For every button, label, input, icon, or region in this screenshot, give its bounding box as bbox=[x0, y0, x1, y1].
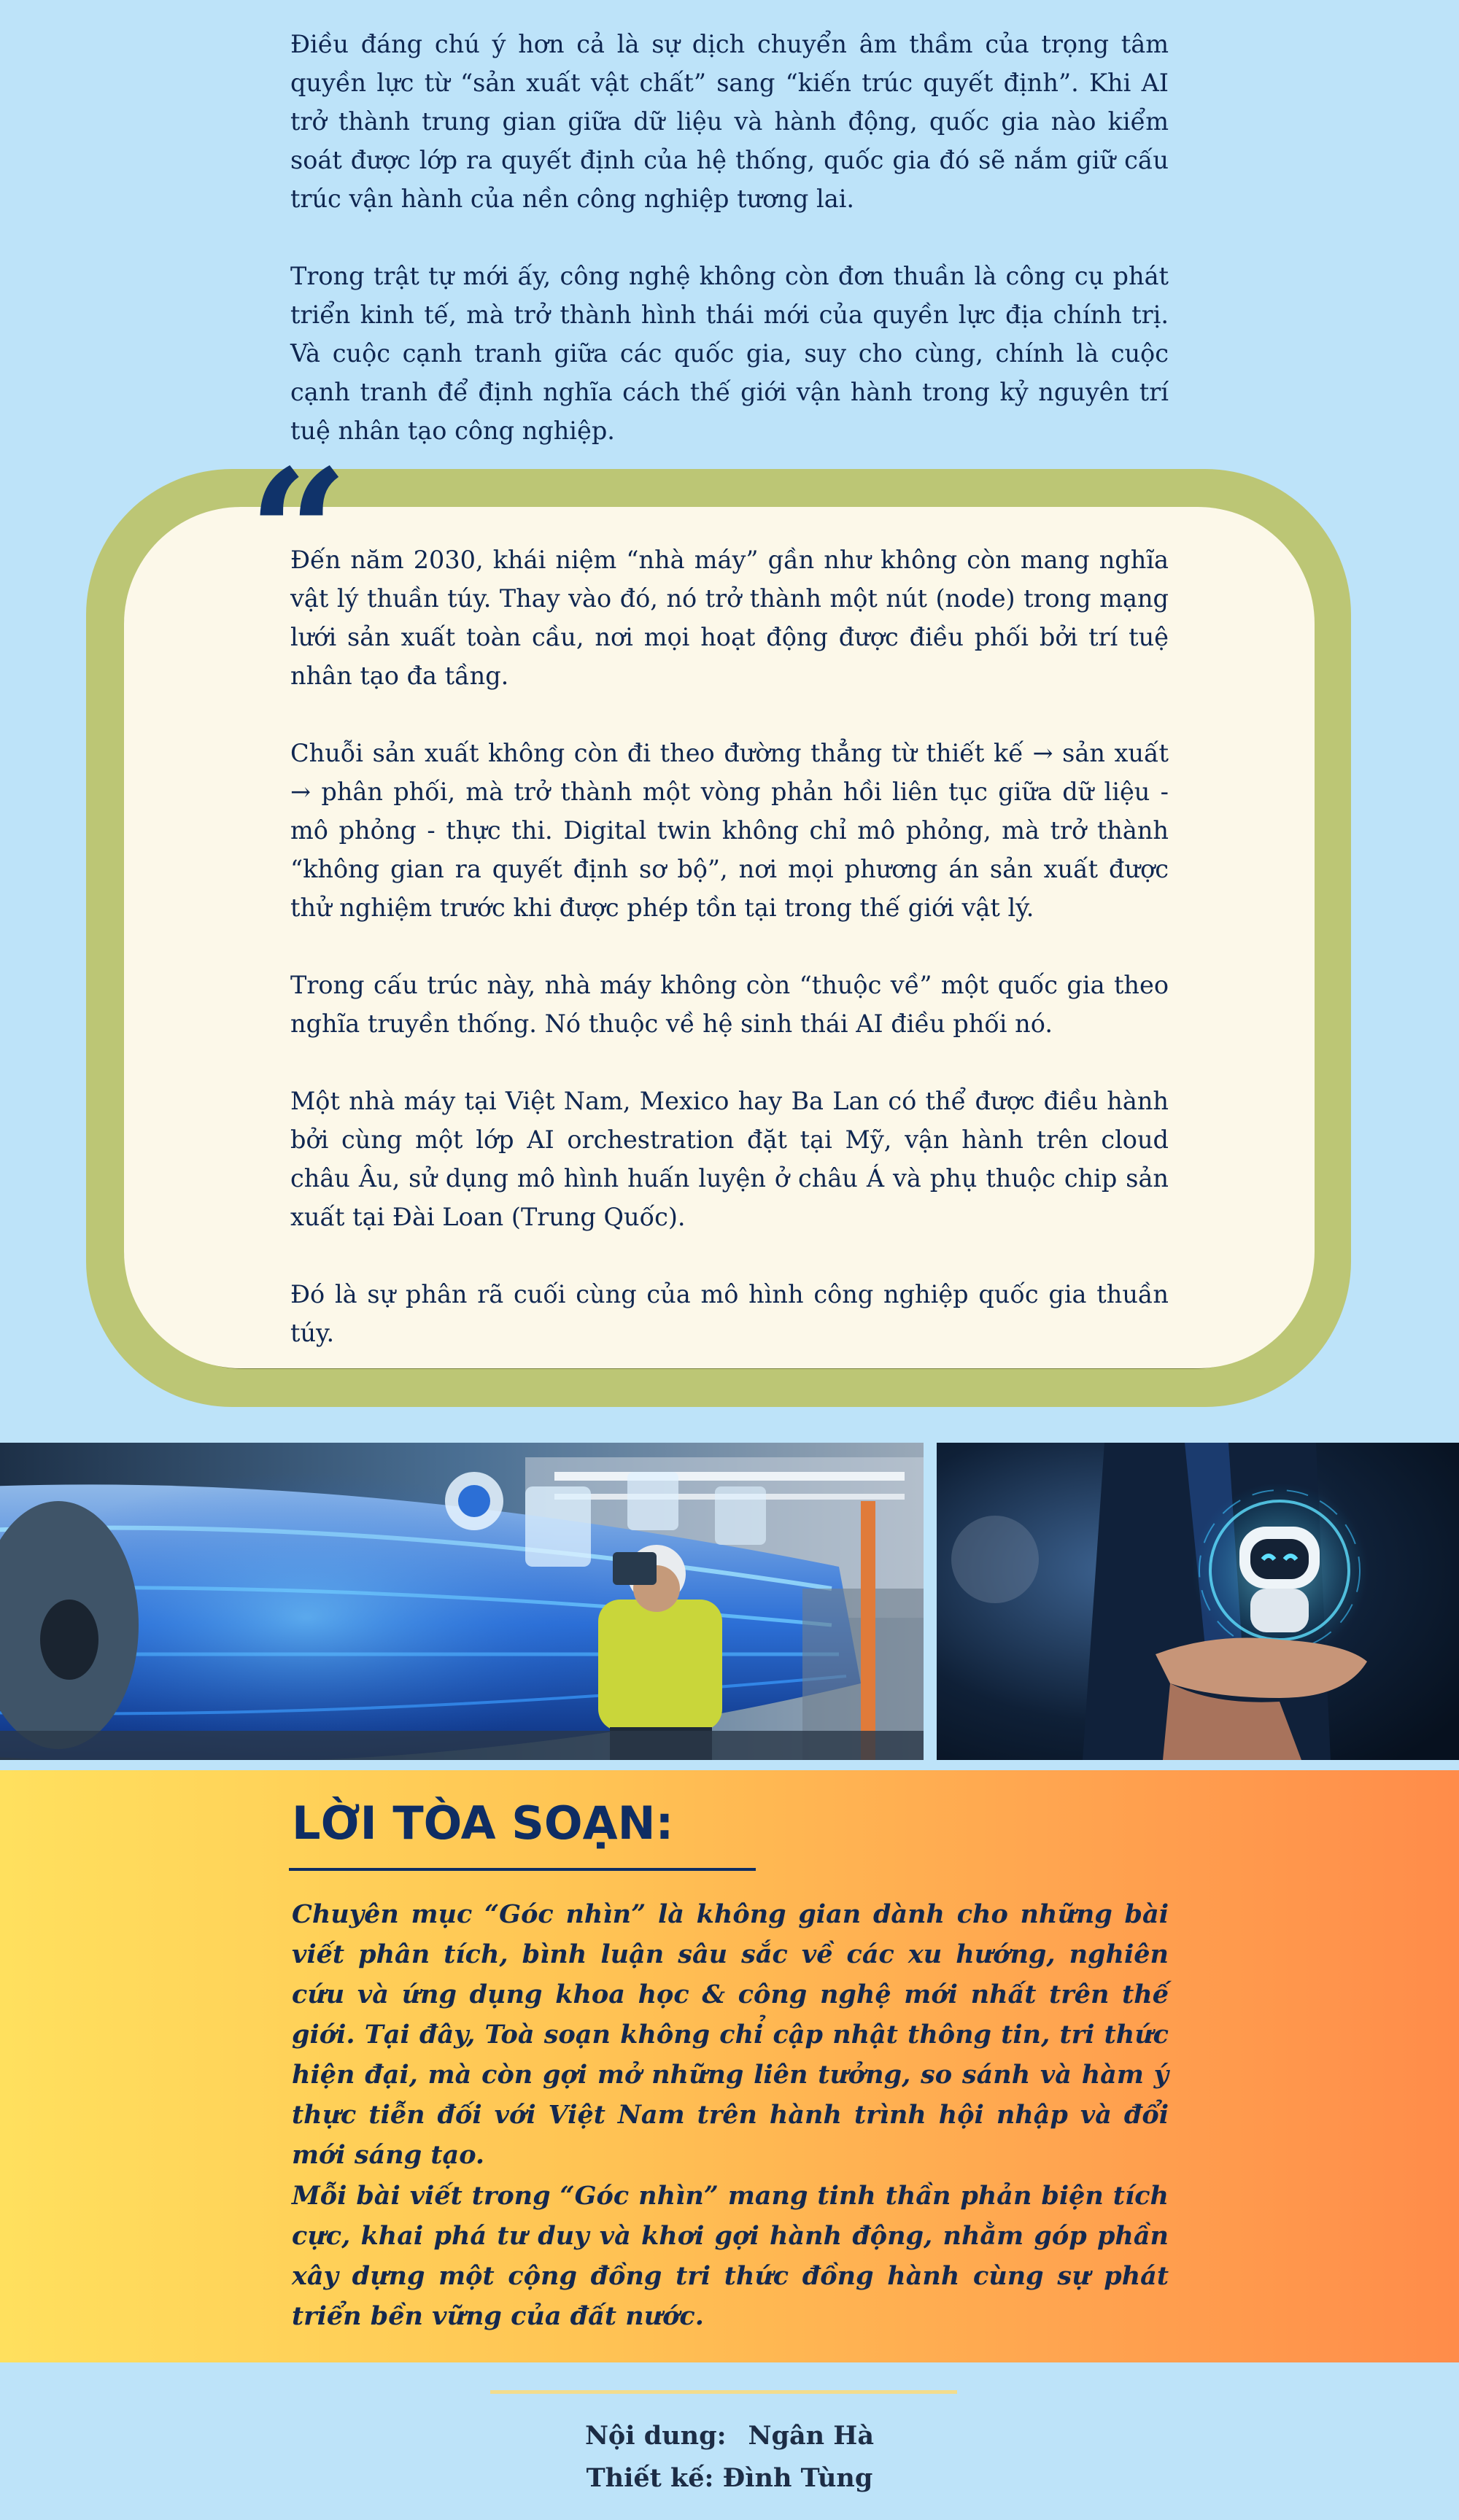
quote-paragraph-3: Trong cấu trúc này, nhà máy không còn “thuộc về” một quốc gia theo nghĩa truyền thống. Nó thuộc về hệ sinh thái AI điều phối nó. bbox=[290, 971, 1169, 1038]
intro-paragraph-1: Điều đáng chú ý hơn cả là sự dịch chuyển âm thầm của trọng tâm quyền lực từ “sản xuất vật chất” sang “kiến trúc quyết định”. Khi AI trở thành trung gian giữa dữ liệu và hành động, quốc gia nào kiểm soát được lớp ra quyết định của hệ thống, quốc gia đó sẽ nắm giữ cấu trúc vận hành của nền công nghiệp tương lai. bbox=[290, 30, 1169, 213]
ai-robot-hand-image bbox=[937, 1443, 1459, 1760]
quote-paragraph-4: Một nhà máy tại Việt Nam, Mexico hay Ba Lan có thể được điều hành bởi cùng một lớp AI orchestration đặt tại Mỹ, vận hành trên cloud châu Âu, sử dụng mô hình huấn luyện ở châu Á và phụ thuộc chip sản xuất tại Đài Loan (Trung Quốc). bbox=[290, 1087, 1169, 1231]
editorial-paragraph-1: Chuyên mục “Góc nhìn” là không gian dành cho những bài viết phân tích, bình luận sâu sắc về các xu hướng, nghiên cứu và ứng dụng khoa học & công nghệ mới nhất trên thế giới. Tại đây, Toà soạn không chỉ cập nhật thông tin, tri thức hiện đại, mà còn gợi mở những liên tưởng, so sánh và hàm ý thực tiễn đối với Việt Nam trên hành trình hội nhập và đổi mới sáng tạo. bbox=[292, 1899, 1169, 2170]
quote-paragraph-5: Đó là sự phân rã cuối cùng của mô hình công nghiệp quốc gia thuần túy. bbox=[290, 1280, 1169, 1347]
quote-mark-icon: “ bbox=[248, 431, 349, 637]
credit-content bbox=[0, 2419, 1459, 2454]
credit-content-name: Ngân Hà bbox=[748, 2421, 875, 2451]
editorial-title: LỜI TÒA SOẠN: bbox=[292, 1796, 674, 1850]
credit-design-label: Thiết kế: bbox=[586, 2463, 714, 2493]
editorial-paragraph-2: Mỗi bài viết trong “Góc nhìn” mang tinh thần phản biện tích cực, khai phá tư duy và khơi gợi hành động, nhằm góp phần xây dựng một cộng đồng tri thức đồng hành cùng sự phát triển bền vững của đất nước. bbox=[292, 2181, 1169, 2331]
intro-paragraph-2: Trong trật tự mới ấy, công nghệ không còn đơn thuần là công cụ phát triển kinh tế, mà trở thành hình thái mới của quyền lực địa chính trị. Và cuộc cạnh tranh giữa các quốc gia, suy cho cùng, chính là cuộc cạnh tranh để định nghĩa cách thế giới vận hành trong kỷ nguyên trí tuệ nhân tạo công nghiệp. bbox=[290, 262, 1169, 445]
industrial-pipe-image bbox=[0, 1443, 924, 1760]
credit-design-name: Đình Tùng bbox=[722, 2463, 873, 2493]
credit-content-label: Nội dung: bbox=[584, 2421, 727, 2451]
quote-paragraph-2: Chuỗi sản xuất không còn đi theo đường thẳng từ thiết kế → sản xuất → phân phối, mà trở thành một vòng phản hồi liên tục giữa dữ liệu - mô phỏng - thực thi. Digital twin không chỉ mô phỏng, mà trở thành “không gian ra quyết định sơ bộ”, nơi mọi phương án sản xuất được thử nghiệm trước khi được phép tồn tại trong thế giới vật lý. bbox=[290, 739, 1169, 922]
credits-divider bbox=[490, 2390, 957, 2394]
quote-paragraph-1: Đến năm 2030, khái niệm “nhà máy” gần như không còn mang nghĩa vật lý thuần túy. Thay vào đó, nó trở thành một nút (node) trong mạng lưới sản xuất toàn cầu, nơi mọi hoạt động được điều phối bởi trí tuệ nhân tạo đa tầng. bbox=[290, 546, 1169, 690]
editorial-title-underline bbox=[289, 1868, 756, 1871]
credit-design bbox=[0, 2461, 1459, 2496]
